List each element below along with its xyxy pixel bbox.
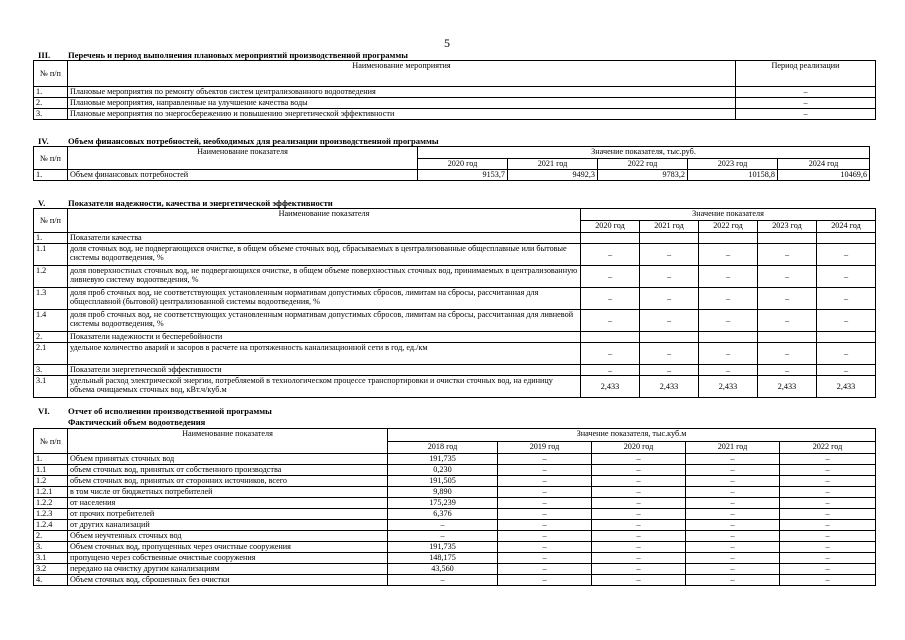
row-number: 1.2.3 bbox=[34, 509, 68, 520]
section-title: Перечень и период выполнения плановых мероприятий производственной программы bbox=[68, 50, 408, 60]
row-number: 1.2.1 bbox=[34, 487, 68, 498]
row-value: – bbox=[592, 476, 686, 487]
row-number: 1.2.4 bbox=[34, 520, 68, 531]
row-value: – bbox=[686, 498, 780, 509]
row-name: передано на очистку другим канализациям bbox=[68, 564, 388, 575]
row-value: 2,433 bbox=[699, 376, 758, 398]
row-name: удельный расход электрической энергии, потребляемой в технологическом процессе транспортировки и очистки сточных вод, на единицу объема очищаемых сточных вод, кВт.ч/куб.м bbox=[68, 376, 581, 398]
row-number: 3. bbox=[34, 542, 68, 553]
year-header: 2019 год bbox=[498, 442, 592, 454]
row-value: 0,230 bbox=[388, 465, 498, 476]
row-value: – bbox=[780, 520, 876, 531]
row-value: – bbox=[498, 454, 592, 465]
table-row bbox=[34, 87, 876, 98]
section-number: IV. bbox=[38, 136, 49, 146]
row-number: 3. bbox=[34, 365, 68, 376]
table-row bbox=[34, 170, 870, 181]
row-value: – bbox=[640, 365, 699, 376]
row-value: – bbox=[498, 509, 592, 520]
row-value: 175,239 bbox=[388, 498, 498, 509]
year-header: 2020 год bbox=[592, 442, 686, 454]
row-value: – bbox=[780, 553, 876, 564]
row-value: – bbox=[498, 564, 592, 575]
section-3-heading bbox=[38, 50, 408, 60]
row-value: – bbox=[640, 266, 699, 288]
header-no: № п/п bbox=[34, 147, 68, 170]
year-header: 2022 год bbox=[780, 442, 876, 454]
row-number: 2. bbox=[34, 332, 68, 343]
row-value: – bbox=[592, 498, 686, 509]
row-value: – bbox=[592, 553, 686, 564]
row-value: – bbox=[780, 542, 876, 553]
row-value: 2,433 bbox=[581, 376, 640, 398]
row-number: 1. bbox=[34, 87, 68, 98]
row-number: 4. bbox=[34, 575, 68, 586]
row-value: 2,433 bbox=[640, 376, 699, 398]
section-title: Показатели надежности, качества и энергетической эффективности bbox=[68, 198, 333, 208]
row-name: Объем сточных вод, сброшенных без очистки bbox=[68, 575, 388, 586]
row-name: в том числе от бюджетных потребителей bbox=[68, 487, 388, 498]
row-value-empty bbox=[640, 332, 699, 343]
header-name: Наименование показателя bbox=[68, 429, 388, 454]
year-header: 2020 год bbox=[581, 221, 640, 233]
row-value: – bbox=[388, 531, 498, 542]
row-value-empty bbox=[758, 332, 817, 343]
row-value: – bbox=[758, 365, 817, 376]
row-name: доля сточных вод, не подвергающихся очистке, в общем объеме сточных вод, сбрасываемых в централизованные общесплавные или бытовые системы водоотведения, % bbox=[68, 244, 581, 266]
row-value: – bbox=[699, 244, 758, 266]
row-value: – bbox=[592, 542, 686, 553]
row-number: 3. bbox=[34, 109, 68, 120]
row-value: – bbox=[686, 509, 780, 520]
row-value: – bbox=[817, 343, 876, 365]
row-value: – bbox=[758, 244, 817, 266]
row-value: – bbox=[780, 498, 876, 509]
row-number: 1.2.2 bbox=[34, 498, 68, 509]
row-value: 6,376 bbox=[388, 509, 498, 520]
year-header: 2020 год bbox=[418, 159, 508, 170]
table-row bbox=[34, 454, 876, 465]
header-no: № п/п bbox=[34, 429, 68, 454]
row-value: – bbox=[498, 487, 592, 498]
row-number: 1.2 bbox=[34, 266, 68, 288]
header-period: Период реализации bbox=[736, 61, 876, 87]
row-value: 148,175 bbox=[388, 553, 498, 564]
year-header: 2024 год bbox=[817, 221, 876, 233]
row-value: – bbox=[817, 288, 876, 310]
row-value: – bbox=[686, 487, 780, 498]
row-value: – bbox=[686, 454, 780, 465]
year-header: 2024 год bbox=[778, 159, 870, 170]
row-value: – bbox=[686, 564, 780, 575]
table-row bbox=[34, 542, 876, 553]
table-row bbox=[34, 310, 876, 332]
row-name: доля проб сточных вод, не соответствующих установленным нормативам допустимых сбросов, лимитам на сбросы, рассчитанная для ливневой системы водоотведения, % bbox=[68, 310, 581, 332]
row-value: – bbox=[640, 244, 699, 266]
year-header: 2018 год bbox=[388, 442, 498, 454]
row-value: – bbox=[686, 553, 780, 564]
table-row bbox=[34, 531, 876, 542]
row-value: – bbox=[388, 575, 498, 586]
year-header: 2022 год bbox=[699, 221, 758, 233]
row-value: – bbox=[817, 266, 876, 288]
row-number: 1. bbox=[34, 454, 68, 465]
row-value: – bbox=[686, 476, 780, 487]
row-value: – bbox=[699, 365, 758, 376]
row-number: 1.2 bbox=[34, 476, 68, 487]
row-value: – bbox=[780, 575, 876, 586]
year-header: 2023 год bbox=[758, 221, 817, 233]
table-row bbox=[34, 332, 876, 343]
table-row bbox=[34, 233, 876, 244]
row-value: – bbox=[498, 553, 592, 564]
row-number: 3.2 bbox=[34, 564, 68, 575]
header-name: Наименование мероприятия bbox=[68, 61, 736, 87]
row-value: – bbox=[758, 288, 817, 310]
table-row bbox=[34, 553, 876, 564]
header-name: Наименование показателя bbox=[68, 147, 418, 170]
table-row bbox=[34, 575, 876, 586]
table-planned-measures bbox=[33, 60, 876, 120]
row-value-empty bbox=[817, 332, 876, 343]
header-value: Значение показателя, тыс.куб.м bbox=[388, 429, 876, 442]
row-value: – bbox=[640, 288, 699, 310]
row-value: – bbox=[686, 465, 780, 476]
row-value: 191,735 bbox=[388, 542, 498, 553]
section-number: V. bbox=[38, 198, 46, 208]
row-value: – bbox=[780, 509, 876, 520]
row-name: Показатели качества bbox=[68, 233, 581, 244]
section-number: III. bbox=[38, 50, 51, 60]
row-value: – bbox=[686, 542, 780, 553]
row-number: 1.4 bbox=[34, 310, 68, 332]
table-row bbox=[34, 487, 876, 498]
row-value: – bbox=[780, 465, 876, 476]
row-value: 9492,3 bbox=[508, 170, 598, 181]
row-name: Плановые мероприятия по энергосбережению и повышению энергетической эффективности bbox=[68, 109, 736, 120]
table-row bbox=[34, 465, 876, 476]
row-value: – bbox=[699, 343, 758, 365]
row-value: 10158,8 bbox=[688, 170, 778, 181]
row-number: 2.1 bbox=[34, 343, 68, 365]
row-value: – bbox=[686, 531, 780, 542]
section-6-heading bbox=[38, 406, 272, 416]
row-value: – bbox=[592, 531, 686, 542]
row-value: – bbox=[592, 487, 686, 498]
table-row bbox=[34, 376, 876, 398]
section-5-heading bbox=[38, 198, 333, 208]
row-name: доля проб сточных вод, не соответствующих установленным нормативам допустимых сбросов, лимитам на сбросы, рассчитанная для общесплавной (бытовой) централизованной системы водоотведения, % bbox=[68, 288, 581, 310]
row-number: 1. bbox=[34, 233, 68, 244]
row-value: – bbox=[817, 365, 876, 376]
row-value-empty bbox=[817, 233, 876, 244]
row-value: – bbox=[498, 531, 592, 542]
row-name: доля поверхностных сточных вод, не подвергающихся очистке, в общем объеме поверхностных сточных вод, принимаемых в централизованную ливневую систему водоотведения, % bbox=[68, 266, 581, 288]
row-value: – bbox=[498, 542, 592, 553]
row-value: – bbox=[699, 288, 758, 310]
row-value: 9,890 bbox=[388, 487, 498, 498]
row-number: 3.1 bbox=[34, 553, 68, 564]
row-value: – bbox=[498, 476, 592, 487]
row-value: – bbox=[780, 454, 876, 465]
section-number: VI. bbox=[38, 406, 50, 416]
row-name: Объем принятых сточных вод bbox=[68, 454, 388, 465]
row-value-empty bbox=[758, 233, 817, 244]
row-value: – bbox=[640, 310, 699, 332]
table-indicators bbox=[33, 208, 876, 398]
row-value: – bbox=[817, 244, 876, 266]
row-period: – bbox=[736, 109, 876, 120]
row-value: – bbox=[581, 288, 640, 310]
section-title: Объем финансовых потребностей, необходимых для реализации производственной программы bbox=[68, 136, 439, 146]
header-name: Наименование показателя bbox=[68, 209, 581, 233]
row-value: 10469,6 bbox=[778, 170, 870, 181]
header-value: Значение показателя bbox=[581, 209, 876, 221]
row-value: 9153,7 bbox=[418, 170, 508, 181]
row-number: 1.1 bbox=[34, 244, 68, 266]
table-row bbox=[34, 343, 876, 365]
table-row bbox=[34, 520, 876, 531]
section-6-subtitle: Фактический объем водоотведения bbox=[68, 417, 206, 427]
year-header: 2021 год bbox=[508, 159, 598, 170]
row-period: – bbox=[736, 98, 876, 109]
row-number: 2. bbox=[34, 531, 68, 542]
table-row bbox=[34, 365, 876, 376]
row-value: 191,505 bbox=[388, 476, 498, 487]
row-value: – bbox=[581, 365, 640, 376]
section-4-heading bbox=[38, 136, 439, 146]
row-value: – bbox=[498, 465, 592, 476]
table-row bbox=[34, 244, 876, 266]
table-row bbox=[34, 288, 876, 310]
row-name: Плановые мероприятия по ремонту объектов систем централизованного водоотведения bbox=[68, 87, 736, 98]
row-name: объем сточных вод, принятых от собственного производства bbox=[68, 465, 388, 476]
row-value: – bbox=[817, 310, 876, 332]
row-value: – bbox=[498, 520, 592, 531]
row-value: – bbox=[498, 575, 592, 586]
row-period: – bbox=[736, 87, 876, 98]
row-value: – bbox=[780, 487, 876, 498]
table-row bbox=[34, 476, 876, 487]
row-number: 2. bbox=[34, 98, 68, 109]
row-value: – bbox=[581, 244, 640, 266]
year-header: 2021 год bbox=[686, 442, 780, 454]
row-value: – bbox=[592, 509, 686, 520]
header-value: Значение показателя, тыс.руб. bbox=[418, 147, 870, 159]
row-value-empty bbox=[640, 233, 699, 244]
table-row bbox=[34, 109, 876, 120]
table-row bbox=[34, 564, 876, 575]
row-name: от других канализаций bbox=[68, 520, 388, 531]
row-name: удельное количество аварий и засоров в расчете на протяженность канализационной сети в год, ед./км bbox=[68, 343, 581, 365]
row-value: – bbox=[686, 520, 780, 531]
header-no: № п/п bbox=[34, 61, 68, 87]
row-value: 9783,2 bbox=[598, 170, 688, 181]
row-name: Показатели энергетической эффективности bbox=[68, 365, 581, 376]
row-value: – bbox=[758, 343, 817, 365]
row-name: объем сточных вод, принятых от сторонних источников, всего bbox=[68, 476, 388, 487]
row-value: – bbox=[592, 454, 686, 465]
row-value: – bbox=[592, 575, 686, 586]
row-value: – bbox=[686, 575, 780, 586]
table-financial-needs bbox=[33, 146, 870, 181]
row-number: 1.1 bbox=[34, 465, 68, 476]
row-value: – bbox=[498, 498, 592, 509]
row-value: – bbox=[581, 343, 640, 365]
year-header: 2023 год bbox=[688, 159, 778, 170]
row-value: 2,433 bbox=[758, 376, 817, 398]
row-value-empty bbox=[699, 233, 758, 244]
row-name: от прочих потребителей bbox=[68, 509, 388, 520]
row-value: – bbox=[699, 266, 758, 288]
row-value: – bbox=[758, 310, 817, 332]
row-value: 43,560 bbox=[388, 564, 498, 575]
row-value-empty bbox=[581, 233, 640, 244]
row-name: Объем сточных вод, пропущенных через очистные сооружения bbox=[68, 542, 388, 553]
row-value: – bbox=[592, 465, 686, 476]
table-row bbox=[34, 98, 876, 109]
page-number: 5 bbox=[444, 36, 450, 50]
row-name: Объем неучтенных сточных вод bbox=[68, 531, 388, 542]
row-value: – bbox=[780, 476, 876, 487]
row-number: 1. bbox=[34, 170, 68, 181]
row-value: – bbox=[780, 531, 876, 542]
row-value: – bbox=[592, 520, 686, 531]
table-actual-volume bbox=[33, 428, 876, 586]
row-value: – bbox=[592, 564, 686, 575]
table-row bbox=[34, 509, 876, 520]
row-value: 2,433 bbox=[817, 376, 876, 398]
row-name: от населения bbox=[68, 498, 388, 509]
year-header: 2021 год bbox=[640, 221, 699, 233]
row-value-empty bbox=[581, 332, 640, 343]
header-no: № п/п bbox=[34, 209, 68, 233]
row-number: 3.1 bbox=[34, 376, 68, 398]
row-number: 1.3 bbox=[34, 288, 68, 310]
section-title: Отчет об исполнении производственной программы bbox=[68, 406, 272, 416]
row-value: – bbox=[581, 266, 640, 288]
row-value: – bbox=[581, 310, 640, 332]
row-name: пропущено через собственные очистные сооружения bbox=[68, 553, 388, 564]
row-value: – bbox=[758, 266, 817, 288]
table-row bbox=[34, 266, 876, 288]
table-row bbox=[34, 498, 876, 509]
row-value-empty bbox=[699, 332, 758, 343]
row-value: – bbox=[388, 520, 498, 531]
row-value: – bbox=[699, 310, 758, 332]
year-header: 2022 год bbox=[598, 159, 688, 170]
row-name: Объем финансовых потребностей bbox=[68, 170, 418, 181]
row-value: – bbox=[640, 343, 699, 365]
row-value: 191,735 bbox=[388, 454, 498, 465]
row-name: Плановые мероприятия, направленные на улучшение качества воды bbox=[68, 98, 736, 109]
row-name: Показатели надежности и бесперебойности bbox=[68, 332, 581, 343]
row-value: – bbox=[780, 564, 876, 575]
